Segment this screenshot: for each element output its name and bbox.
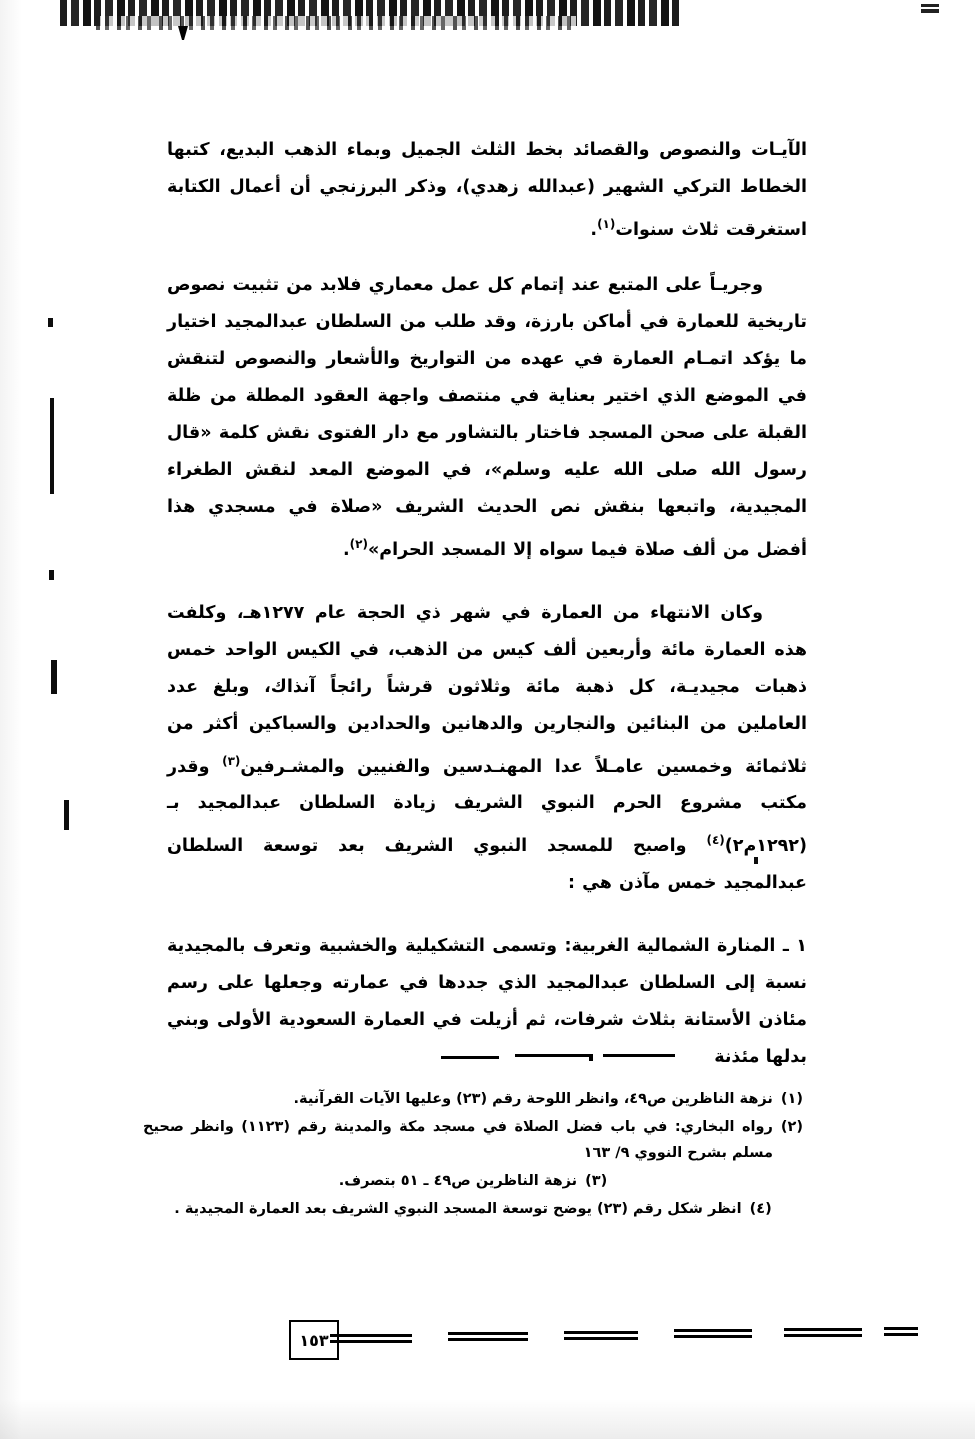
- scan-right-dash-artifact: [921, 4, 939, 13]
- paragraph-2-text: وجريـاً على المتبع عند إتمام كل عمل معماري فلابد من تثبيت نصوص تاريخية للعمارة في أماكن بارزة، وقد طلب من السلطان عبدالمجيد اختيار ما يؤكد اتمـام العمارة في عهده من التواريخ والأشعار والنصوص لتنقش في الموضع الذي اختير بعناية في منتصف واجهة العقود المطلة من ظلة القبلة على صحن المسجد فاختار بالتشاور مع دار الفتوى نقش كلمة «قال رسول الله صلى الله عليه وسلم»، في الموضع المعد لنقش الطغراء المجيدية، واتبعها بنقش نص الحديث الشريف: [167, 274, 808, 517]
- numbered-item-1-title: ١ ـ المنارة الشمالية الغربية:: [564, 936, 807, 957]
- footnote-2-number: (٢): [780, 1119, 803, 1135]
- scan-left-edge-artifact: [0, 0, 22, 1439]
- footnote-4-number: (٤): [749, 1201, 772, 1217]
- numbered-item-1-body: وتسمى التشكيلية والخشبية وتعرف بالمجيدية نسبة إلى السلطان عبدالمجيد الذي جددها في عمارته وجعلها على رسم مئاذن الأستانة بثلاث شرفات، ثم أزيلت في العمارة السعودية الأولى وبني بدلها مئذنة: [167, 936, 807, 1068]
- margin-binding-streak-artifact: [50, 398, 54, 494]
- scan-bottom-smudge-artifact: [0, 1399, 975, 1439]
- footer-rule-segment-4: [674, 1329, 752, 1338]
- margin-speck-artifact-3: [51, 660, 57, 694]
- footnote-rule-segment-1: [441, 1056, 499, 1059]
- footer-rule-segment-5: [784, 1328, 862, 1337]
- footer-rule-segment-3: [564, 1331, 638, 1340]
- footnote-2: [143, 1114, 803, 1166]
- footer-decorative-rule: [316, 1326, 916, 1350]
- footnote-2-text: رواه البخاري: في باب فضل الصلاة في مسجد مكة والمدينة رقم (١١٢٣) وانظر صحيح مسلم بشرح النووي ٩/ ١٦٣: [143, 1119, 773, 1161]
- footnote-1-number: (١): [780, 1091, 803, 1107]
- footnote-marker-1[interactable]: (١): [597, 217, 616, 231]
- paragraph-spacer-1: [167, 249, 807, 267]
- footnote-3-text: نزهة الناظرين ص٤٩ ـ ٥١ بتصرف.: [338, 1173, 578, 1189]
- footnote-marker-3[interactable]: (٣): [222, 753, 241, 768]
- margin-bar-artifact: [64, 800, 69, 830]
- paragraph-2-hadith-quote: «صلاة في مسجدي هذا أفضل من ألف صلاة فيما سواه إلا المسجد الحرام»: [167, 496, 807, 560]
- page-number: ١٥٣: [299, 1330, 329, 1350]
- footnote-rule-segment-3: [603, 1054, 675, 1057]
- footnote-1: [143, 1086, 803, 1112]
- scan-tick-mark-artifact: [178, 26, 188, 40]
- paragraph-3-text-b: وقدر مكتب مشروع الحرم النبوي الشريف زيادة السلطان عبدالمجيد بـ (١٢٩٢م٢): [167, 756, 807, 857]
- footnote-marker-2[interactable]: (٢): [349, 536, 368, 551]
- footer-rule-segment-1: [330, 1334, 412, 1343]
- footer-rule-segment-6: [884, 1327, 918, 1336]
- footnotes-block: [143, 1086, 803, 1224]
- paragraph-2-terminator: .: [342, 539, 350, 560]
- footnote-3: [143, 1168, 803, 1194]
- footnote-rule-tick: [589, 1054, 593, 1061]
- paragraph-1-terminator: .: [590, 219, 598, 240]
- scan-top-edge-artifact-secondary: [96, 16, 576, 30]
- paragraph-spacer-2: [167, 569, 807, 595]
- paragraph-3-text-a: وكان الانتهاء من العمارة في شهر ذي الحجة عام ١٢٧٧هـ، وكلفت هذه العمارة مائة وأربعين ألف كيس من الذهب، في الكيس الواحد خمس ذهبات مجيديـة، كل ذهبة مائة وثلاثون قرشاً رائجاً آنذاك، وبلغ عدد العاملين من البنائين والنجارين والدهانين والحدادين والسباكين أكثر من ثلاثمائة وخمسين عامـلاً عدا المهنـدسين والفنيين والمشـرفين: [167, 602, 807, 777]
- paragraph-spacer-3: [167, 902, 807, 928]
- footnote-4-text: انظر شكل رقم (٢٣) يوضح توسعة المسجد النبوي الشريف بعد العمارة المجيدية .: [174, 1201, 742, 1217]
- footnote-marker-4[interactable]: (٤): [706, 833, 725, 848]
- margin-speck-artifact: [48, 318, 53, 327]
- paragraph-3-text-c: واصبح للمسجد النبوي الشريف بعد توسعة السلطان عبدالمجيد خمس مآذن هي :: [167, 836, 807, 894]
- footer-rule-segment-2: [448, 1332, 528, 1341]
- paragraph-2: [167, 267, 807, 569]
- paragraph-3: [167, 595, 807, 903]
- margin-speck-artifact-2: [49, 570, 54, 580]
- paragraph-1-text: الآيـات والنصوص والقصائد بخط الثلث الجميل وبماء الذهب البديع، كتبها الخطاط التركي الشهير (عبدالله زهدي)، وذكر البرزنجي أن أعمال الكتابة استغرقت ثلاث سنوات: [167, 140, 807, 240]
- footnote-4: [143, 1196, 803, 1222]
- footnote-1-text: نزهة الناظرين ص٤٩، وانظر اللوحة رقم (٢٣) وعليها الآيات القرآنية.: [293, 1091, 773, 1107]
- paragraph-1: [167, 132, 807, 249]
- page-body: [167, 132, 807, 1076]
- footnote-separator-rule: [345, 1052, 675, 1060]
- footnote-rule-segment-2: [515, 1054, 589, 1057]
- footnote-3-number: (٣): [585, 1173, 608, 1189]
